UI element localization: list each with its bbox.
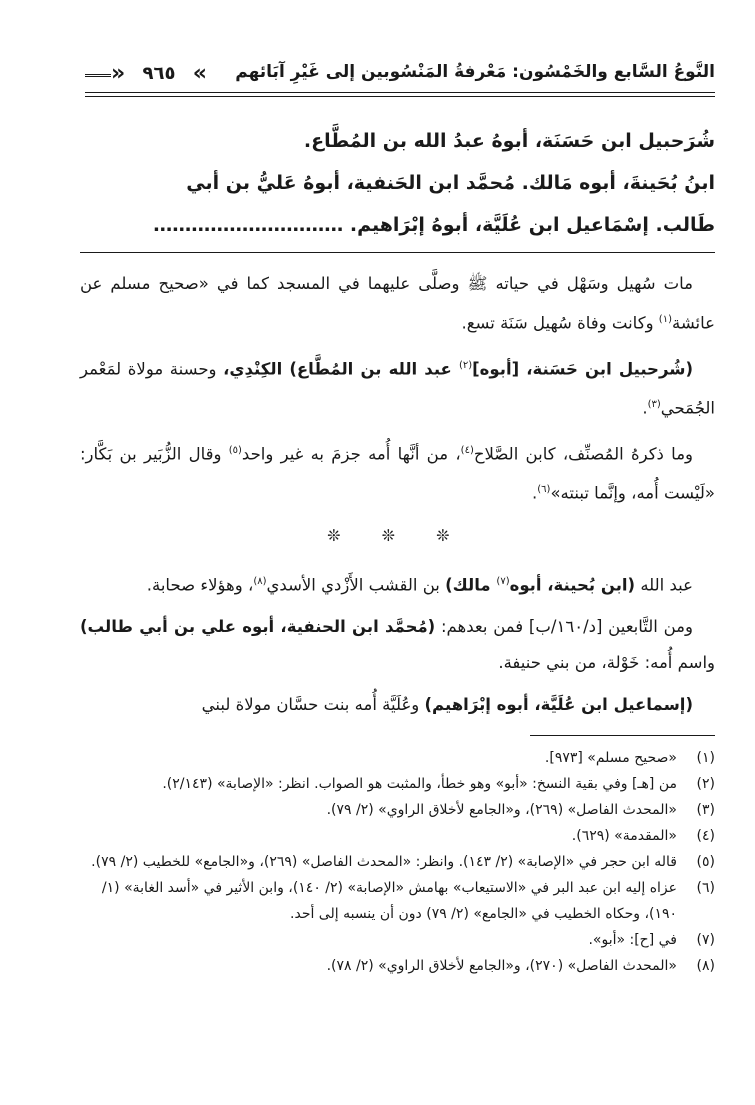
text: . [532, 483, 538, 503]
matn-dots: ………………………… [153, 214, 344, 236]
paragraph [80, 609, 715, 681]
footnote-text: في [ح]: «أبو». [588, 932, 677, 948]
footnote [80, 927, 715, 953]
text: ، وهؤلاء صحابة. [146, 575, 254, 594]
paragraph [80, 266, 715, 342]
footnotes [80, 745, 715, 979]
ornament-rule [85, 74, 111, 77]
running-header [85, 58, 715, 94]
commentary [80, 266, 715, 729]
footnote [80, 797, 715, 823]
matn-line [80, 204, 715, 246]
footnote-text: «صحيح مسلم» [٩٧٣]. [544, 750, 677, 766]
footnote [80, 953, 715, 979]
text: وما ذكرهُ المُصنِّف، كابن الصَّلاح [473, 444, 693, 463]
paragraph [80, 564, 715, 604]
header-rule-thin [85, 96, 715, 97]
footnote [80, 771, 715, 797]
footnote-ref[interactable]: (٢) [458, 359, 473, 371]
footnote-ref[interactable]: (٤) [460, 444, 474, 456]
footnote-number: (٣) [696, 802, 715, 818]
matn-text [80, 120, 715, 246]
footnote [80, 745, 715, 771]
footnote-ref[interactable]: (٧) [496, 575, 510, 587]
text: ومن التَّابعين [د/١٦٠/ب] فمن بعدهم: [435, 617, 693, 636]
footnote-text: «المحدث الفاصل» (٢٧٠)، و«الجامع لأخلاق الراوي» (٢/ ٧٨). [326, 958, 677, 974]
text: «صحيح مسلم عن عائشة [80, 274, 715, 333]
page-number: « ٩٦٥ » [109, 60, 209, 88]
bold-text: (ابن بُحينة، أبوه [509, 575, 636, 594]
footnote-number: (٦) [696, 880, 715, 896]
text: بن القشب الأَزْدي الأسدي [266, 575, 446, 594]
footnote-ref[interactable]: (١) [658, 314, 672, 325]
matn-line-text: طَالب. إسْمَاعيل ابن عُلَيَّة، أبوهُ إبْرَاهيم. [349, 214, 715, 236]
paragraph [80, 348, 715, 427]
bold-text: (مُحمَّد ابن الحنفية، أبوه علي بن أبي طالب) [80, 617, 436, 636]
section-separator: ❊ ❊ ❊ [327, 525, 468, 545]
footnote-text: من [هـ] وفي بقية النسخ: «أبو» وهو خطأ، والمثبت هو الصواب. انظر: «الإصابة» (٢/١٤٣). [162, 776, 677, 792]
paragraph [80, 433, 715, 512]
footnote-number: (٧) [696, 932, 715, 948]
footnote-number: (٨) [696, 958, 715, 974]
text: مات سُهيل وسَهْل في حياته ﷺ وصلَّى عليهما في المسجد كما في [216, 274, 693, 293]
text: وكانت وفاة سُهيل سَنَة تسع. [461, 313, 659, 333]
header-rule [85, 92, 715, 93]
text: . [642, 398, 648, 418]
footnote [80, 875, 715, 927]
footnote-text: عزاه إليه ابن عبد البر في «الاستيعاب» بهامش «الإصابة» (٢/ ١٤٠)، وابن الأثير في «أسد الغابة» (١/ ١٩٠)، وحكاه الخطيب في «الجامع» (٢/ ٧٩) دون أن ينسبه إلى أحد. [101, 880, 677, 922]
footnote-ref[interactable]: (٦) [537, 484, 551, 495]
matn-rule [80, 252, 715, 253]
footnote-text: قاله ابن حجر في «الإصابة» (٢/ ١٤٣). وانظر: «المحدث الفاصل» (٢٦٩)، و«الجامع» للخطيب (٢/ ٧٩). [91, 854, 677, 870]
text: عبد الله [635, 575, 693, 594]
text: وقال الزُّبَير بن بَكَّار: «لَيْست أُمه، وإنَّما تبنته» [80, 444, 715, 503]
footnote [80, 823, 715, 849]
text: واسم أُمه: خَوْلة، من بني حنيفة. [498, 653, 715, 672]
footnote-ref[interactable]: (٥) [228, 444, 242, 456]
footnote-number: (٤) [696, 828, 715, 844]
bold-text: مالك) [445, 575, 497, 594]
paragraph [80, 687, 715, 723]
text: ، من أنَّها أُمه جزمَ به غير واحد [241, 444, 461, 463]
footnote-number: (١) [696, 750, 715, 766]
bold-text: (شُرحبيل ابن حَسَنة، [أبوه] [472, 359, 693, 378]
text: وحسنة مولاة لمَعْمر الجُمَحي [80, 359, 715, 418]
footnote-rule [530, 735, 715, 736]
footnote-ref[interactable]: (٣) [647, 399, 661, 410]
footnote [80, 849, 715, 875]
footnote-number: (٢) [696, 776, 715, 792]
footnote-text: «المقدمة» (٦٢٩). [571, 828, 677, 844]
matn-line: شُرَحبيل ابن حَسَنَة، أبوهُ عبدُ الله بن المُطَّاع. [303, 130, 715, 152]
matn-line: ابنُ بُحَينةَ، أبوه مَالك. مُحمَّد ابن الحَنفية، أبوهُ عَليُّ بن أبي [186, 172, 715, 194]
text: وعُلَيَّة أُمه بنت حسَّان مولاة لبني [201, 695, 425, 714]
footnote-ref[interactable]: (٨) [253, 575, 267, 587]
footnote-number: (٥) [696, 854, 715, 870]
footnote-text: «المحدث الفاصل» (٢٦٩)، و«الجامع لأخلاق الراوي» (٢/ ٧٩). [326, 802, 677, 818]
bold-text: عبد الله بن المُطَّاع) الكِنْدِي، [223, 359, 459, 378]
chapter-title: النَّوعُ السَّابع والخَمْسُون: مَعْرفةُ المَنْسُوبين إلى غَيْرِ آبَائهم [235, 62, 715, 82]
bold-text: (إسماعيل ابن عُلَيَّة، أبوه إبْرَاهيم) [424, 695, 693, 714]
